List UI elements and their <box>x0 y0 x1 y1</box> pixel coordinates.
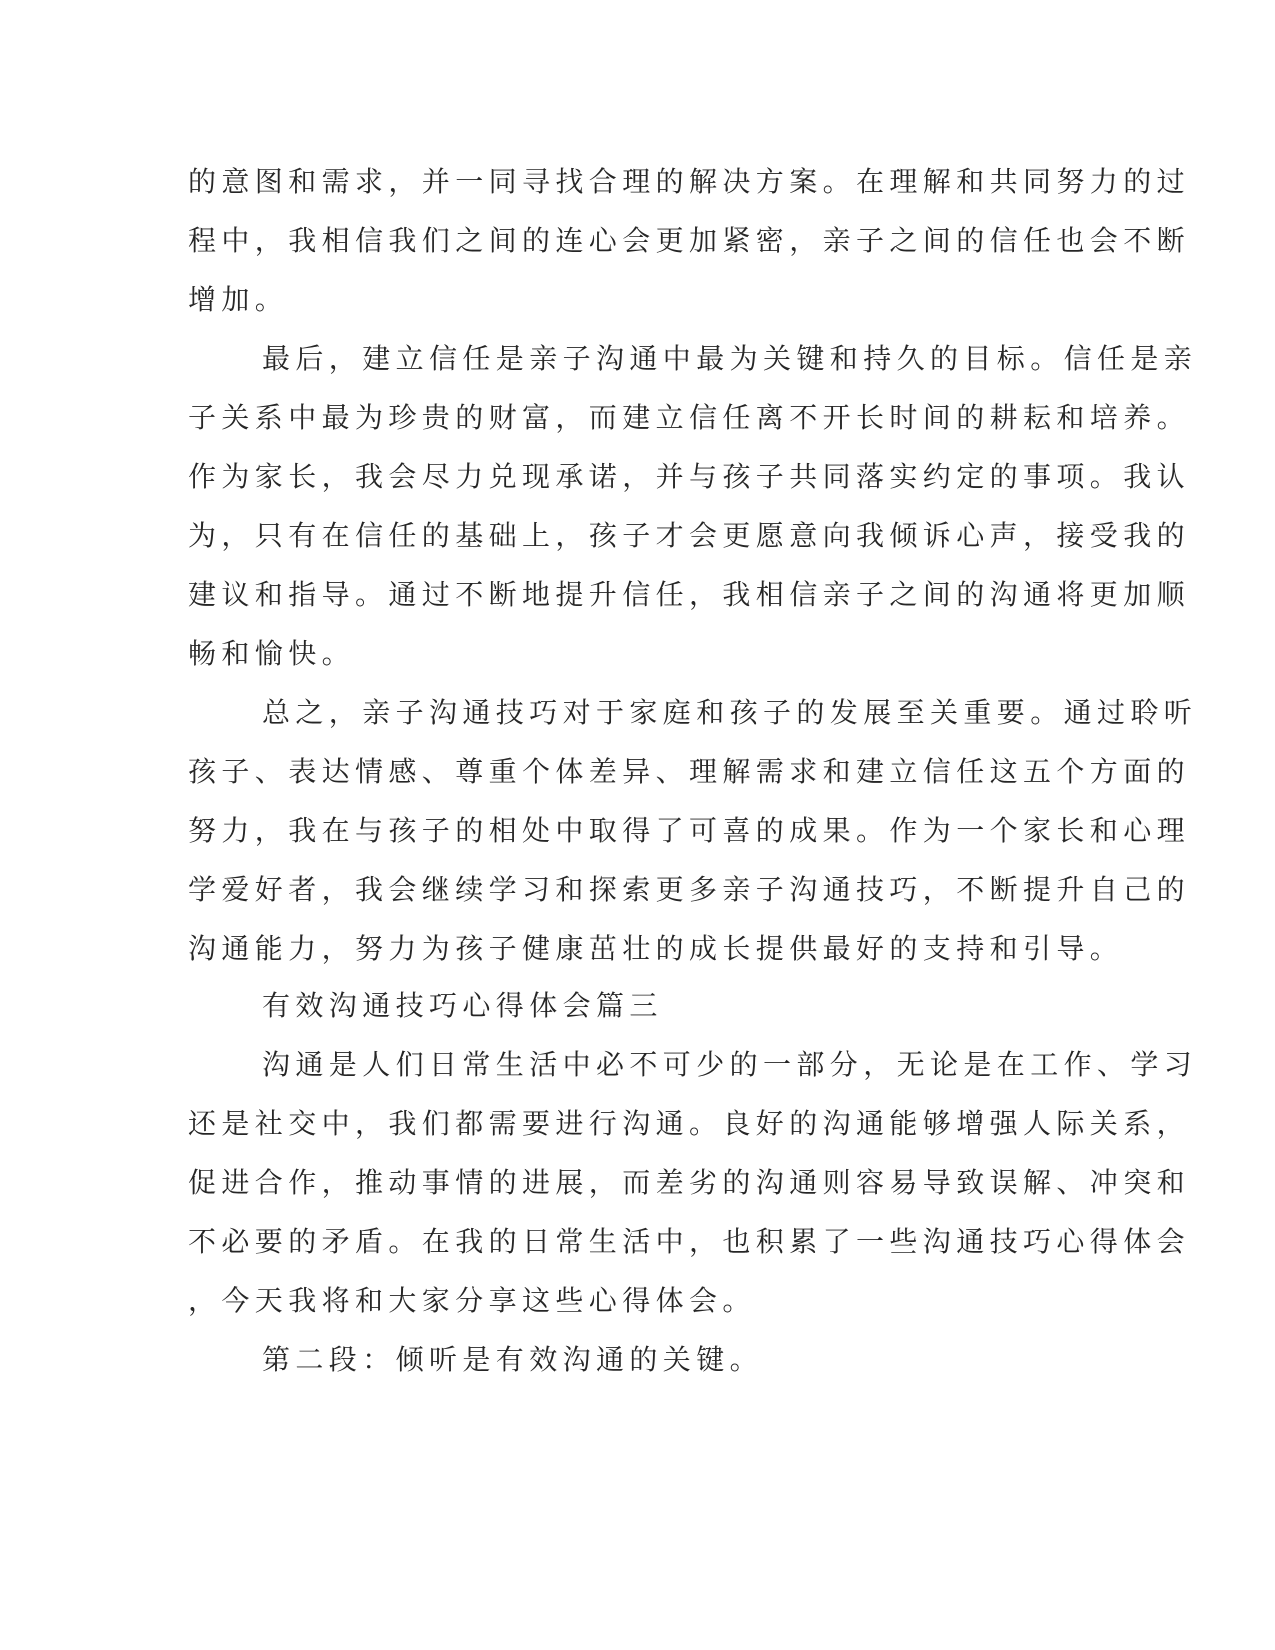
paragraph-first-line: 第二段：倾听是有效沟通的关键。 <box>262 1343 764 1376</box>
text-line: 学爱好者，我会继续学习和探索更多亲子沟通技巧，不断提升自己的 <box>188 873 1191 906</box>
text-line: 努力，我在与孩子的相处中取得了可喜的成果。作为一个家长和心理 <box>188 814 1191 847</box>
text-line: 子关系中最为珍贵的财富，而建立信任离不开长时间的耕耘和培养。 <box>188 401 1191 434</box>
text-line: 沟通能力，努力为孩子健康茁壮的成长提供最好的支持和引导。 <box>188 932 1124 965</box>
paragraph-first-line: 总之，亲子沟通技巧对于家庭和孩子的发展至关重要。通过聆听 <box>262 696 1198 729</box>
section-heading: 有效沟通技巧心得体会篇三 <box>262 989 663 1022</box>
text-line: 孩子、表达情感、尊重个体差异、理解需求和建立信任这五个方面的 <box>188 755 1191 788</box>
text-line: 的意图和需求，并一同寻找合理的解决方案。在理解和共同努力的过 <box>188 165 1191 198</box>
text-line: 不必要的矛盾。在我的日常生活中，也积累了一些沟通技巧心得体会 <box>188 1225 1191 1258</box>
text-line: 作为家长，我会尽力兑现承诺，并与孩子共同落实约定的事项。我认 <box>188 460 1191 493</box>
text-line: 畅和愉快。 <box>188 637 356 670</box>
text-line: 增加。 <box>188 283 289 316</box>
text-line: 程中，我相信我们之间的连心会更加紧密，亲子之间的信任也会不断 <box>188 224 1191 257</box>
paragraph-first-line: 沟通是人们日常生活中必不可少的一部分，无论是在工作、学习 <box>262 1048 1198 1081</box>
text-line: 促进合作，推动事情的进展，而差劣的沟通则容易导致误解、冲突和 <box>188 1166 1191 1199</box>
text-line: 还是社交中，我们都需要进行沟通。良好的沟通能够增强人际关系， <box>188 1107 1191 1140</box>
text-line: 建议和指导。通过不断地提升信任，我相信亲子之间的沟通将更加顺 <box>188 578 1191 611</box>
paragraph-first-line: 最后，建立信任是亲子沟通中最为关键和持久的目标。信任是亲 <box>262 342 1198 375</box>
text-line: ，今天我将和大家分享这些心得体会。 <box>188 1284 756 1317</box>
text-line: 为，只有在信任的基础上，孩子才会更愿意向我倾诉心声，接受我的 <box>188 519 1191 552</box>
